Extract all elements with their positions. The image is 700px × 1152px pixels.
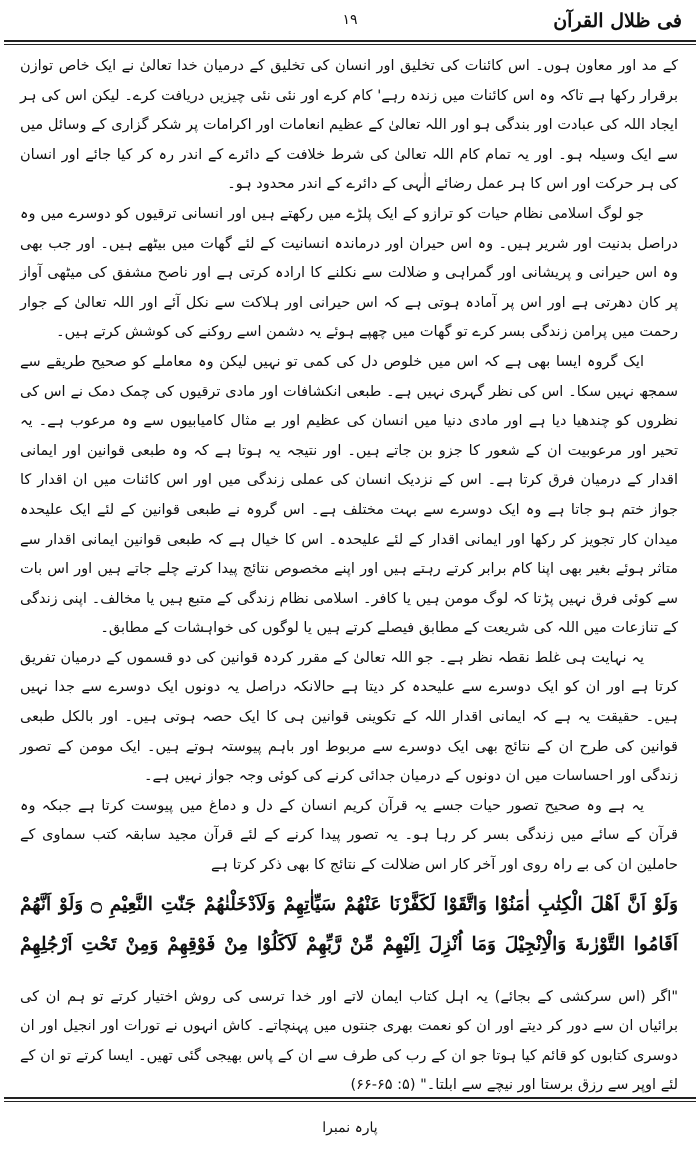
verse-translation: "اگر (اس سرکشی کے بجائے) یہ اہل کتاب ایمان لاتے اور خدا ترسی کی روش اختیار کرتے تو ہم ان کی برائیاں ان سے دور کر دیتے اور ان کو نعمت بھری جنتوں میں پہنچاتے۔ کاش انہوں نے تورات اور انجیل اور ان دوسری کتابوں کو قائم کیا ہوتا جو ان کے رب کی طرف سے ان کے پاس بھیجی گئی تھیں۔ ایسا کرتے تو ان کے لئے اوپر سے رزق برستا اور نیچے سے ابلتا۔" (۵: ۶۵-۶۶) — [20, 988, 678, 1094]
body-text — [20, 52, 678, 1101]
page-number: ۱۹ — [342, 12, 358, 28]
paragraph-2: جو لوگ اسلامی نظام حیات کو ترازو کے ایک پلڑے میں رکھتے ہیں اور انسانی ترقیوں کو دوسرے میں وہ دراصل بدنیت اور شریر ہیں۔ وہ اس حیران اور درماندہ انسانیت کے لئے گھات میں بیٹھے ہیں۔ اور جب بھی وہ اس حیرانی و پریشانی اور گمراہی و ضلالت سے نکلنے کا ارادہ کرتی ہے اور ناصح مشفق کی میٹھی آواز پر کان دھرتی ہے اور اس پر آمادہ ہوتی ہے کہ اس حیرانی اور ہلاکت سے نکل آئے اور اللہ تعالیٰ کے جوار رحمت میں پرامن زندگی بسر کرے تو گھات میں چھپے ہوئے یہ دشمن اسے روکنے کی کوشش کرتے ہیں۔ — [20, 205, 678, 341]
paragraph-3: ایک گروہ ایسا بھی ہے کہ اس میں خلوص دل کی کمی تو نہیں لیکن وہ معاملے کو صحیح طریقے سے سمجھ نہیں سکا۔ اس کی نظر گہری نہیں ہے۔ طبعی انکشافات اور مادی ترقیوں کی چمک دمک نے اس کی نظروں کو چندھیا دیا ہے اور مادی دنیا میں انسان کی عظیم اور بے مثال کامیابیوں سے وہ مرعوب ہے۔ یہ تحیر اور مرعوبیت ان کے شعور کا جزو بن جاتے ہیں۔ اور نتیجہ یہ ہوتا ہے کہ وہ طبعی قوانین اور ایمانی اقدار کے درمیان فرق کرتا ہے۔ اس کے نزدیک انسان کی عملی زندگی میں اور اس کائنات میں ان اقدار کا جواز ختم ہو جاتا ہے وہ ایک دوسرے سے بہت مختلف ہے۔ اس گروہ نے طبعی قوانین کے لئے ایک علیحدہ میدان کار تجویز کر رکھا اور ایمانی اقدار کے لئے علیحدہ۔ اس کا خیال ہے کہ طبعی قوانین ایمانی اقدار سے متاثر ہوئے بغیر بھی اپنا کام برابر کرتے رہتے ہیں اور اپنے مخصوص نتائج پیدا کرتے چلے جاتے ہیں اور اس بات سے کوئی فرق نہیں پڑتا کہ لوگ مومن ہیں یا کافر۔ اسلامی نظام زندگی کے متبع ہیں یا مخالف۔ اپنی زندگی کے تنازعات میں اللہ کی شریعت کے مطابق فیصلے کرتے ہیں یا لوگوں کی خواہشات کے مطابق۔ — [20, 353, 678, 637]
header-rule — [4, 40, 696, 42]
header-rule-thin — [4, 44, 696, 45]
footer-rule — [4, 1097, 696, 1099]
paragraph-1: کے مد اور معاون ہوں۔ اس کائنات کی تخلیق اور انسان کی تخلیق کے درمیان خدا تعالیٰ نے ایک خاص توازن برقرار رکھا ہے تاکہ وہ اس کائنات میں زندہ رہے' کام کرے اور نئی نئی چیزیں دریافت کرے۔ لیکن اس کی ہر ایجاد اللہ کی عبادت اور بندگی ہو اور اللہ تعالیٰ کے عظیم انعامات اور اکرامات پر شکر گزاری کے وسائل میں سے ایک وسیلہ ہو۔ اور یہ تمام کام اللہ تعالیٰ کی شرط خلافت کے دائرے کے اندر رہ کر کیا جائے اور انسان کی ہر حرکت اور اس کا ہر عمل رضائے الٰہی کے دائرے کے اندر محدود ہو۔ — [20, 58, 678, 193]
running-title: فی ظلال القرآن — [553, 10, 682, 32]
page-header — [18, 6, 682, 40]
part-label: پارہ نمبرا — [322, 1120, 378, 1136]
paragraph-5: یہ ہے وہ صحیح تصور حیات جسے یہ قرآن کریم انسان کے دل و دماغ میں پیوست کرتا ہے جبکہ وہ قرآن کے سائے میں زندگی بسر کر رہا ہو۔ یہ تصور پیدا کرنے کے لئے قرآن مجید سابقہ کتب سماوی کے حاملین ان کی بے راہ روی اور آخر کار اس ضلالت کے نتائج کا بھی ذکر کرتا ہے — [20, 797, 678, 874]
paragraph-4: یہ نہایت ہی غلط نقطہ نظر ہے۔ جو اللہ تعالیٰ کے مقرر کردہ قوانین کی دو قسموں کے درمیان تفریق کرتا ہے اور ان کو ایک دوسرے سے علیحدہ کر دیتا ہے حالانکہ دراصل یہ دونوں ایک دوسرے سے جدا نہیں ہیں۔ حقیقت یہ ہے کہ ایمانی اقدار اللہ کے تکوینی قوانین ہی کا ایک حصہ ہوتی ہیں۔ اور بالکل طبعی قوانین کی طرح ان کے نتائج بھی ایک دوسرے سے مربوط اور باہم پیوستہ ہوتے ہیں۔ ایک مومن کے تصور زندگی اور احساسات میں ان دونوں کے درمیان جدائی کرنے کی کوئی وجہ جواز نہیں ہے۔ — [20, 649, 678, 785]
footer-rule-thin — [4, 1101, 696, 1102]
quran-verse: وَلَوْ اَنَّ اَهْلَ الْكِتٰبِ اٰمَنُوْا وَاتَّقَوْا لَكَفَّرْنَا عَنْهُمْ سَيِّاٰتِهِمْ وَلَاَدْخَلْنٰهُمْ جَنّٰتِ النَّعِيْمِ ۝ وَلَوْ اَنَّهُمْ اَقَامُوا التَّوْرٰىةَ وَالْاِنْجِيْلَ وَمَا اُنْزِلَ اِلَيْهِمْ مِّنْ رَّبِّهِمْ لَاَكَلُوْا مِنْ فَوْقِهِمْ وَمِنْ تَحْتِ اَرْجُلِهِمْ — [20, 893, 679, 955]
